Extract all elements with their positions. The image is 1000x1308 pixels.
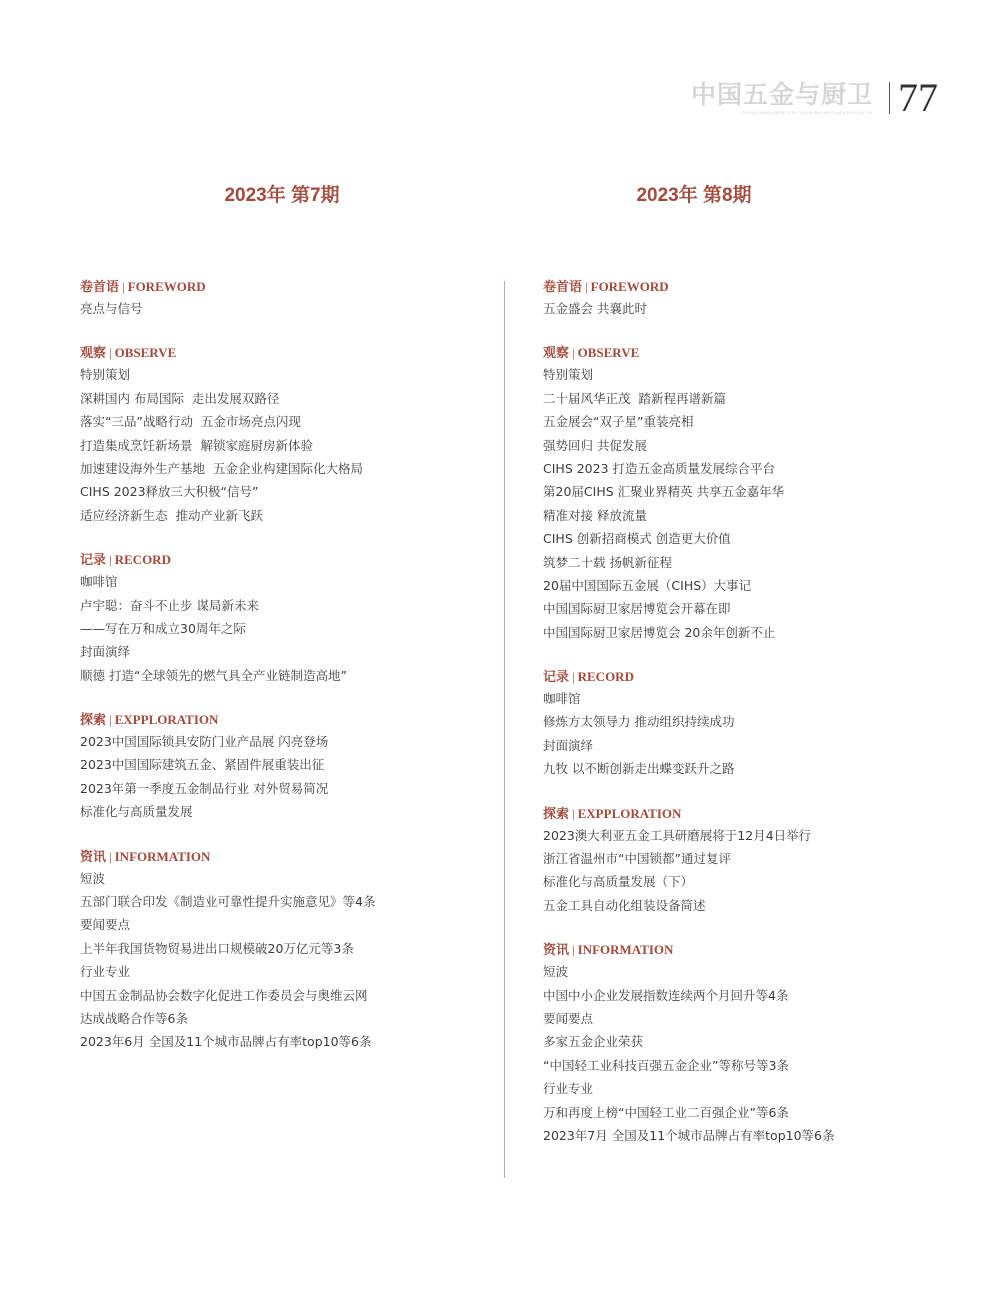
toc-entry: 筑梦二十载 扬帆新征程	[543, 554, 672, 570]
page-number: 77	[898, 75, 938, 120]
logo-text: 中国五金与厨卫	[690, 80, 873, 109]
toc-entry: 深耕国内 布局国际 走出发展双路径	[80, 390, 280, 406]
section-heading	[543, 804, 963, 824]
toc-entry: 五金盛会 共襄此时	[543, 301, 647, 316]
toc-section	[80, 277, 480, 320]
section-heading-cn: 探索	[543, 805, 570, 821]
toc-entry: 短波	[80, 870, 106, 886]
toc-entry: 第20届CIHS 汇聚业界精英 共享五金嘉年华	[543, 484, 785, 500]
toc-entry: 短波	[543, 964, 569, 980]
toc-entry: 达成战略合作等6条	[80, 1010, 188, 1026]
section-heading-cn: 观察	[543, 345, 570, 361]
heading-separator: |	[109, 848, 112, 864]
section-heading-cn: 记录	[80, 552, 107, 568]
toc-entry: 打造集成烹饪新场景 解锁家庭厨房新体验	[80, 437, 313, 453]
toc-entry: 精准对接 释放流量	[543, 507, 647, 523]
toc-entry: 上半年我国货物贸易进出口规模破20万亿元等3条	[80, 940, 354, 956]
issue-title-right: 2023年 第8期	[636, 185, 752, 206]
toc-entry: 九牧 以不断创新走出蝶变跃升之路	[543, 761, 735, 777]
toc-entry: 标准化与高质量发展	[80, 804, 193, 820]
section-entries	[543, 297, 963, 320]
toc-entry: ——写在万和成立30周年之际	[80, 620, 246, 636]
section-heading-en: OBSERVE	[114, 345, 177, 361]
section-entries	[80, 363, 480, 527]
section-heading-en: RECORD	[577, 669, 634, 685]
section-heading	[543, 667, 963, 687]
toc-column-issue-7	[80, 277, 480, 1077]
toc-entry: 加速建设海外生产基地 五金企业构建国际化大格局	[80, 460, 363, 476]
toc-entry: 2023中国国际建筑五金、紧固件展重装出征	[80, 757, 325, 773]
heading-separator: |	[122, 279, 125, 294]
section-heading-en: INFORMATION	[114, 848, 211, 864]
toc-section	[80, 847, 480, 1054]
toc-section	[543, 667, 963, 781]
toc-section	[80, 550, 480, 687]
toc-entry: 标准化与高质量发展（下）	[543, 874, 694, 890]
toc-section	[543, 804, 963, 918]
section-heading	[543, 940, 963, 960]
section-entries	[543, 824, 963, 918]
toc-entry: 顺德 打造“全球领先的燃气具全产业链制造高地”	[80, 667, 347, 683]
section-heading-en: EXPPLORATION	[577, 805, 682, 821]
toc-section	[543, 343, 963, 644]
toc-entry: 封面演绎	[80, 644, 131, 660]
toc-entry: 特别策划	[80, 367, 131, 383]
toc-entry: 封面演绎	[543, 737, 594, 753]
toc-section	[543, 277, 963, 320]
heading-separator: |	[572, 942, 575, 958]
toc-entry: 卢宇聪：奋斗不止步 谋局新未来	[80, 597, 259, 613]
heading-separator: |	[572, 805, 575, 821]
heading-separator: |	[109, 552, 112, 568]
toc-entry: 行业专业	[80, 964, 131, 980]
toc-entry: 2023澳大利亚五金工具研磨展将于12月4日举行	[543, 827, 812, 843]
section-entries	[80, 730, 480, 824]
toc-entry: 强势回归 共促发展	[543, 437, 647, 453]
toc-entry: “中国轻工业科技百强五金企业”等称号等3条	[543, 1057, 789, 1073]
toc-entry: 中国中小企业发展指数连续两个月回升等4条	[543, 987, 789, 1003]
toc-entry: CIHS 2023释放三大积极“信号”	[80, 484, 259, 500]
toc-entry: 20届中国国际五金展（CIHS）大事记	[543, 577, 752, 593]
toc-entry: 2023年6月 全国及11个城市品牌占有率top10等6条	[80, 1034, 372, 1050]
section-heading	[80, 550, 480, 570]
issue-title-left: 2023年 第7期	[224, 185, 340, 206]
toc-entry: 适应经济新生态 推动产业新飞跃	[80, 507, 263, 523]
section-heading	[543, 343, 963, 363]
toc-entry: 中国五金制品协会数字化促进工作委员会与奥维云网	[80, 987, 368, 1003]
toc-entry: 中国国际厨卫家居博览会 20余年创新不止	[543, 624, 776, 640]
section-heading-en: OBSERVE	[577, 345, 640, 361]
section-heading	[80, 710, 480, 730]
page-header	[690, 75, 938, 120]
toc-entry: 二十届风华正茂 踏新程再谱新篇	[543, 390, 726, 406]
heading-separator: |	[572, 669, 575, 685]
section-entries	[543, 363, 963, 644]
section-heading-cn: 记录	[543, 669, 570, 685]
toc-entry: 中国国际厨卫家居博览会开幕在即	[543, 601, 731, 617]
toc-entry: 万和再度上榜“中国轻工业二百强企业”等6条	[543, 1104, 789, 1120]
toc-entry: 咖啡馆	[543, 691, 581, 707]
section-heading	[80, 343, 480, 363]
heading-separator: |	[585, 279, 588, 294]
section-heading-cn: 资讯	[543, 942, 570, 958]
section-heading-cn: 观察	[80, 345, 107, 361]
toc-entry: 特别策划	[543, 367, 594, 383]
section-heading-en: FOREWORD	[590, 279, 669, 294]
toc-entry: 落实“三品”战略行动 五金市场亮点闪现	[80, 414, 301, 430]
toc-entry: 五部门联合印发《制造业可靠性提升实施意见》等4条	[80, 894, 376, 910]
section-heading-cn: 探索	[80, 712, 107, 728]
toc-entry: 多家五金企业荣获	[543, 1034, 644, 1050]
section-heading-cn: 资讯	[80, 848, 107, 864]
toc-entry: 浙江省温州市“中国锁都”通过复评	[543, 851, 731, 867]
toc-entry: CIHS 创新招商模式 创造更大价值	[543, 531, 731, 547]
section-entries	[80, 867, 480, 1054]
toc-entry: 修炼方太领导力 推动组织持续成功	[543, 714, 735, 730]
section-heading	[543, 277, 963, 297]
toc-entry: 2023中国国际锁具安防门业产品展 闪亮登场	[80, 734, 329, 750]
toc-entry: 要闻要点	[80, 917, 131, 933]
toc-entry: CIHS 2023 打造五金高质量发展综合平台	[543, 460, 776, 476]
section-entries	[543, 960, 963, 1147]
magazine-logo	[691, 80, 873, 116]
toc-section	[543, 940, 963, 1147]
section-heading-cn: 卷首语	[543, 279, 583, 294]
toc-column-issue-8	[543, 277, 963, 1170]
column-divider	[504, 281, 505, 1178]
toc-section	[80, 343, 480, 527]
toc-entry: 亮点与信号	[80, 301, 143, 316]
toc-entry: 五金展会“双子星”重装亮相	[543, 414, 694, 430]
toc-entry: 行业专业	[543, 1081, 594, 1097]
heading-separator: |	[109, 345, 112, 361]
heading-separator: |	[572, 345, 575, 361]
section-heading-en: INFORMATION	[577, 942, 674, 958]
section-heading-en: RECORD	[114, 552, 171, 568]
section-entries	[543, 687, 963, 781]
section-entries	[80, 297, 480, 320]
logo-subtitle: CHINA HARDWARE & KITCHEN/BATHROOM APPLIANCES	[742, 110, 873, 115]
toc-entry: 五金工具自动化组装设备简述	[543, 897, 706, 913]
toc-section	[80, 710, 480, 824]
section-heading-en: EXPPLORATION	[114, 712, 219, 728]
section-heading	[80, 277, 480, 297]
section-entries	[80, 570, 480, 687]
toc-entry: 咖啡馆	[80, 574, 118, 590]
toc-entry: 2023年第一季度五金制品行业 对外贸易简况	[80, 780, 329, 796]
toc-entry: 要闻要点	[543, 1010, 594, 1026]
section-heading	[80, 847, 480, 867]
heading-separator: |	[109, 712, 112, 728]
section-heading-cn: 卷首语	[80, 279, 120, 294]
header-divider	[889, 82, 890, 114]
toc-entry: 2023年7月 全国及11个城市品牌占有率top10等6条	[543, 1127, 835, 1143]
section-heading-en: FOREWORD	[127, 279, 206, 294]
